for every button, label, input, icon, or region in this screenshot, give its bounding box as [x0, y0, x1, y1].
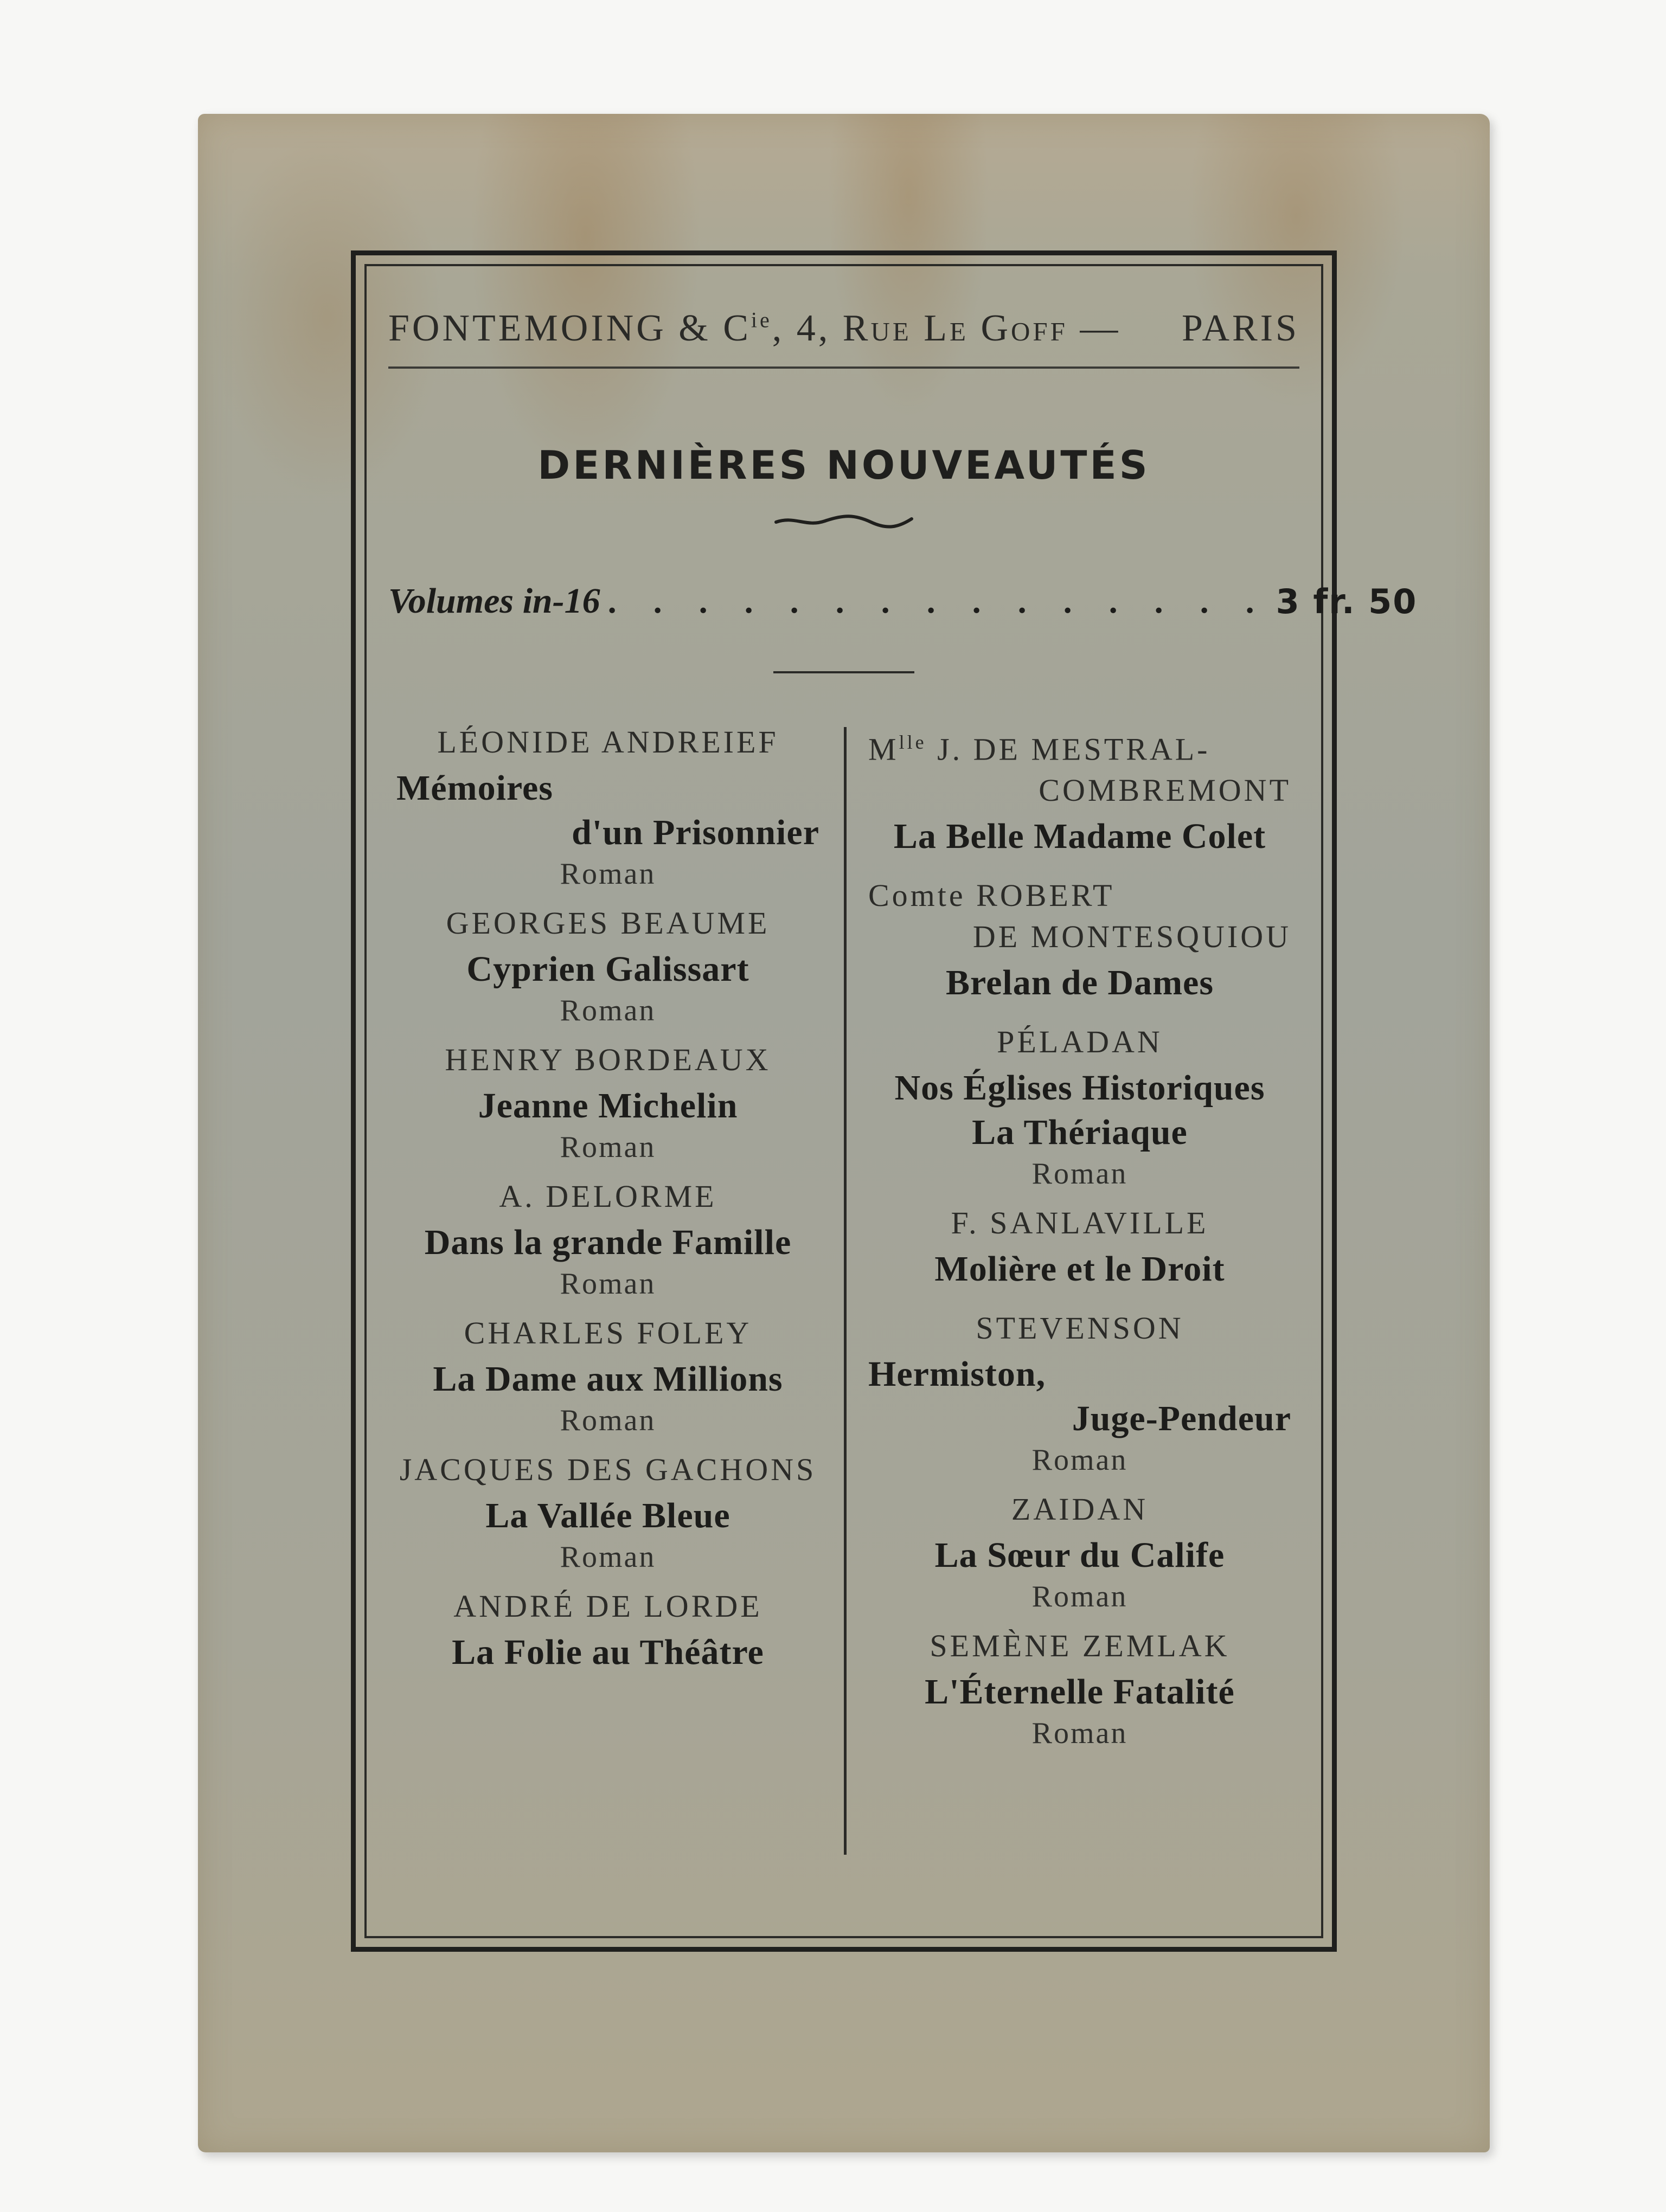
- book-title: La Sœur du Calife: [934, 1535, 1225, 1576]
- list-item: [868, 1203, 1291, 1291]
- book-title: La Dame aux Millions: [433, 1359, 783, 1399]
- book-title: Jeanne Michelin: [478, 1086, 738, 1126]
- publisher-line: [388, 304, 1299, 353]
- book-title: L'Éternelle Fatalité: [925, 1672, 1235, 1712]
- book-title-cont: d'un Prisonnier: [572, 813, 819, 852]
- genre: Roman: [560, 994, 656, 1027]
- book-title: Brelan de Dames: [945, 963, 1214, 1003]
- publisher-name: FONTEMOING & $C^{ie}$, 4, Rue Le Goff —: [388, 307, 1121, 349]
- author: PÉLADAN: [997, 1024, 1163, 1060]
- book-title: Nos Églises Historiques: [894, 1068, 1265, 1108]
- book-title: Dans la grande Famille: [424, 1223, 792, 1262]
- book-title: La Vallée Bleue: [485, 1496, 731, 1535]
- book-title: Cyprien Galissart: [466, 949, 749, 989]
- book-title-2: La Thériaque: [972, 1113, 1188, 1153]
- author: HENRY BORDEAUX: [445, 1042, 771, 1077]
- border-frame: [351, 250, 1418, 1952]
- double-rule: [388, 366, 1299, 369]
- list-item: [868, 1489, 1291, 1616]
- list-item: [396, 1313, 819, 1439]
- author: ANDRÉ DE LORDE: [453, 1589, 762, 1624]
- leader-dots: . . . . . . . . . . . . . . .: [607, 582, 1268, 620]
- book-title: Hermiston,: [868, 1354, 1046, 1394]
- genre: Roman: [1031, 1443, 1128, 1477]
- column-divider: [844, 727, 847, 1855]
- swash-ornament: [773, 511, 914, 530]
- author: ZAIDAN: [1011, 1491, 1149, 1527]
- list-item: [396, 1586, 819, 1675]
- price-line: [388, 577, 1418, 626]
- author-cont: COMBREMONT: [1039, 773, 1291, 808]
- list-item: [868, 1308, 1291, 1479]
- author: A. DELORME: [499, 1179, 717, 1214]
- author: F. SANLAVILLE: [951, 1205, 1209, 1241]
- list-item: [396, 1039, 819, 1166]
- author: SEMÈNE ZEMLAK: [930, 1628, 1230, 1664]
- genre: Roman: [1031, 1157, 1128, 1191]
- genre: Roman: [1031, 1716, 1128, 1751]
- genre: Roman: [1031, 1580, 1128, 1614]
- genre: Roman: [560, 1404, 656, 1437]
- author: JACQUES DES GACHONS: [399, 1452, 817, 1487]
- list-item: [396, 1449, 819, 1576]
- page-heading: DERNIÈRES NOUVEAUTÉS: [537, 442, 1150, 488]
- book-title: Molière et le Droit: [934, 1249, 1225, 1289]
- book-title: La Belle Madame Colet: [893, 816, 1266, 857]
- book-title: La Folie au Théâtre: [452, 1632, 764, 1672]
- genre: Roman: [560, 857, 656, 891]
- genre: Roman: [560, 1130, 656, 1164]
- left-column: [396, 724, 819, 1675]
- list-item: [868, 1021, 1291, 1193]
- list-item: [396, 1176, 819, 1303]
- list-item: [396, 722, 819, 893]
- list-item: [868, 1625, 1291, 1752]
- author: LÉONIDE ANDREIEF: [437, 724, 779, 760]
- short-rule: [773, 671, 914, 673]
- list-item: [868, 722, 1291, 859]
- genre: Roman: [560, 1267, 656, 1301]
- right-column: [868, 727, 1291, 1752]
- author: $M^{lle}$ J. DE MESTRAL-: [868, 731, 1210, 767]
- price: 3 fr. 50: [1276, 581, 1418, 621]
- genre: Roman: [560, 1540, 656, 1574]
- list-item: [868, 875, 1291, 1005]
- author: STEVENSON: [976, 1310, 1184, 1346]
- publisher-city: PARIS: [1182, 307, 1299, 349]
- format-label: Volumes in-16: [388, 581, 600, 621]
- book-title-cont: Juge-Pendeur: [1072, 1399, 1291, 1439]
- author: CHARLES FOLEY: [464, 1315, 752, 1351]
- author-cont: DE MONTESQUIOU: [972, 919, 1291, 955]
- book-title: Mémoires: [396, 768, 553, 808]
- list-item: [396, 903, 819, 1030]
- book-back-cover: [198, 114, 1490, 2152]
- author: GEORGES BEAUME: [446, 905, 770, 941]
- author: Comte ROBERT: [868, 878, 1115, 914]
